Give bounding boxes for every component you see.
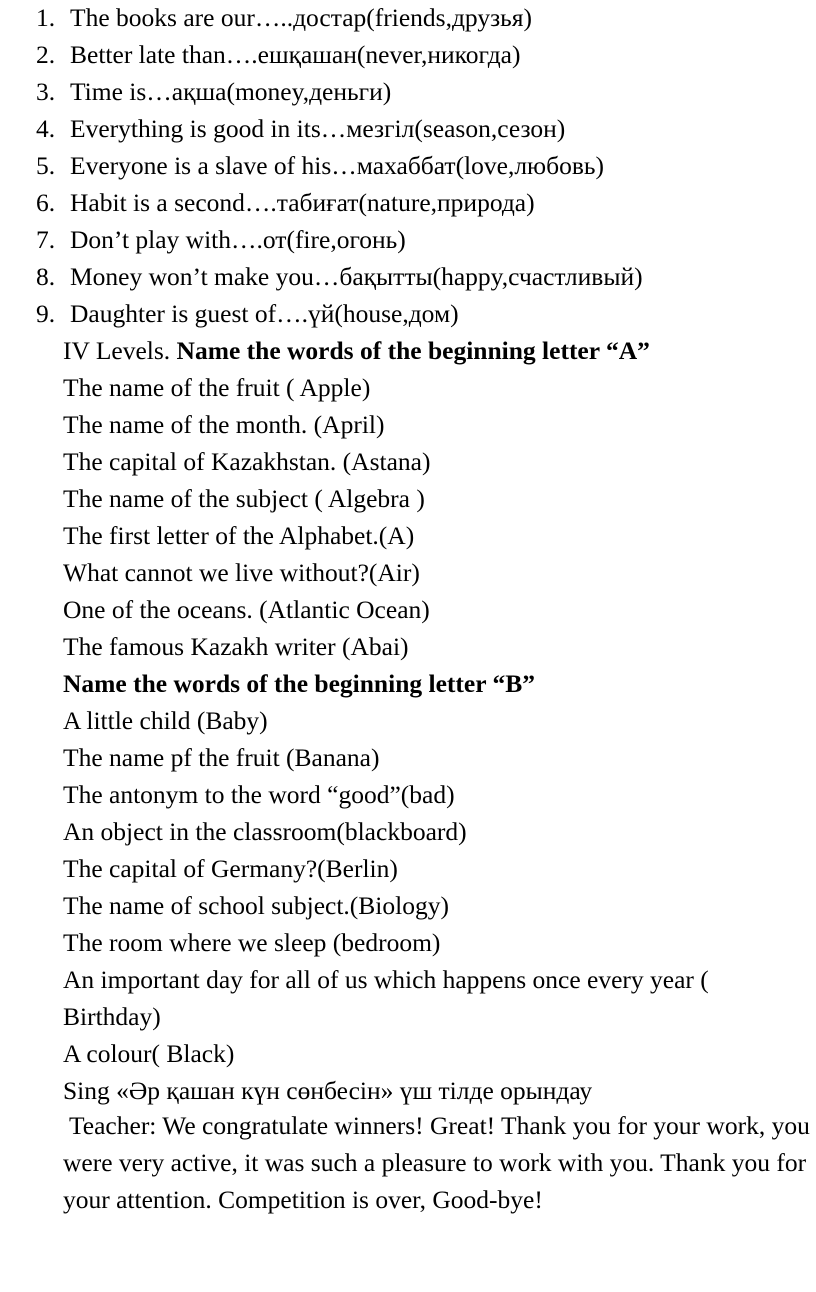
question-text: An object in the classroom(blackboard) — [63, 817, 467, 846]
list-number: 6. — [36, 188, 56, 217]
question-text: A colour( Black) — [63, 1039, 235, 1068]
list-text: Money won’t make you…бақытты(happy,счастливый) — [70, 262, 643, 291]
question-text: The room where we sleep (bedroom) — [63, 928, 441, 957]
closing-paragraph: Teacher: We congratulate winners! Great! Thank you for your work, you were very active, it was such a pleasure to work with you. Thank you for your attention. Competition is over, Good-bye! — [63, 1111, 810, 1214]
section-a-title: Name the words of the beginning letter “A” — [176, 336, 650, 365]
list-number: 8. — [36, 262, 56, 291]
song-text: Sing «Әр қашан күн сөнбесін» үш тілде орындау — [63, 1076, 593, 1105]
question-text: The name of school subject.(Biology) — [63, 891, 449, 920]
list-number: 2. — [36, 40, 56, 69]
level-label: IV Levels. — [63, 336, 171, 365]
question-text: The first letter of the Alphabet.(A) — [63, 521, 415, 550]
list-number: 7. — [36, 225, 56, 254]
question-text: Birthday) — [63, 1002, 161, 1031]
list-text: Don’t play with….от(fire,огонь) — [70, 225, 406, 254]
list-text: Everything is good in its…мезгіл(season,сезон) — [70, 114, 566, 143]
list-text: The books are our…..достар(friends,друзья) — [70, 3, 533, 32]
list-text: Everyone is a slave of his…махаббат(love,любовь) — [70, 151, 604, 180]
list-text: Daughter is guest of….үй(house,дом) — [70, 299, 459, 328]
question-text: The famous Kazakh writer (Abai) — [63, 632, 409, 661]
list-number: 5. — [36, 151, 56, 180]
question-text: The capital of Germany?(Berlin) — [63, 854, 398, 883]
question-text: The name of the fruit ( Apple) — [63, 373, 371, 402]
question-text: The name of the month. (April) — [63, 410, 385, 439]
list-text: Time is…ақша(money,деньги) — [70, 77, 392, 106]
list-number: 3. — [36, 77, 56, 106]
question-text: An important day for all of us which happens once every year ( — [63, 965, 709, 994]
question-text: What cannot we live without?(Air) — [63, 558, 420, 587]
question-text: The capital of Kazakhstan. (Astana) — [63, 447, 431, 476]
list-number: 9. — [36, 299, 56, 328]
question-text: A little child (Baby) — [63, 706, 268, 735]
list-number: 4. — [36, 114, 56, 143]
list-text: Better late than….ешқашан(never,никогда) — [70, 40, 521, 69]
question-text: The name pf the fruit (Banana) — [63, 743, 380, 772]
question-text: One of the oceans. (Atlantic Ocean) — [63, 595, 430, 624]
list-number: 1. — [36, 3, 56, 32]
question-text: The antonym to the word “good”(bad) — [63, 780, 455, 809]
section-b-title: Name the words of the beginning letter “B” — [63, 669, 535, 698]
list-text: Habit is a second….табиғат(nature,природа) — [70, 188, 535, 217]
question-text: The name of the subject ( Algebra ) — [63, 484, 425, 513]
